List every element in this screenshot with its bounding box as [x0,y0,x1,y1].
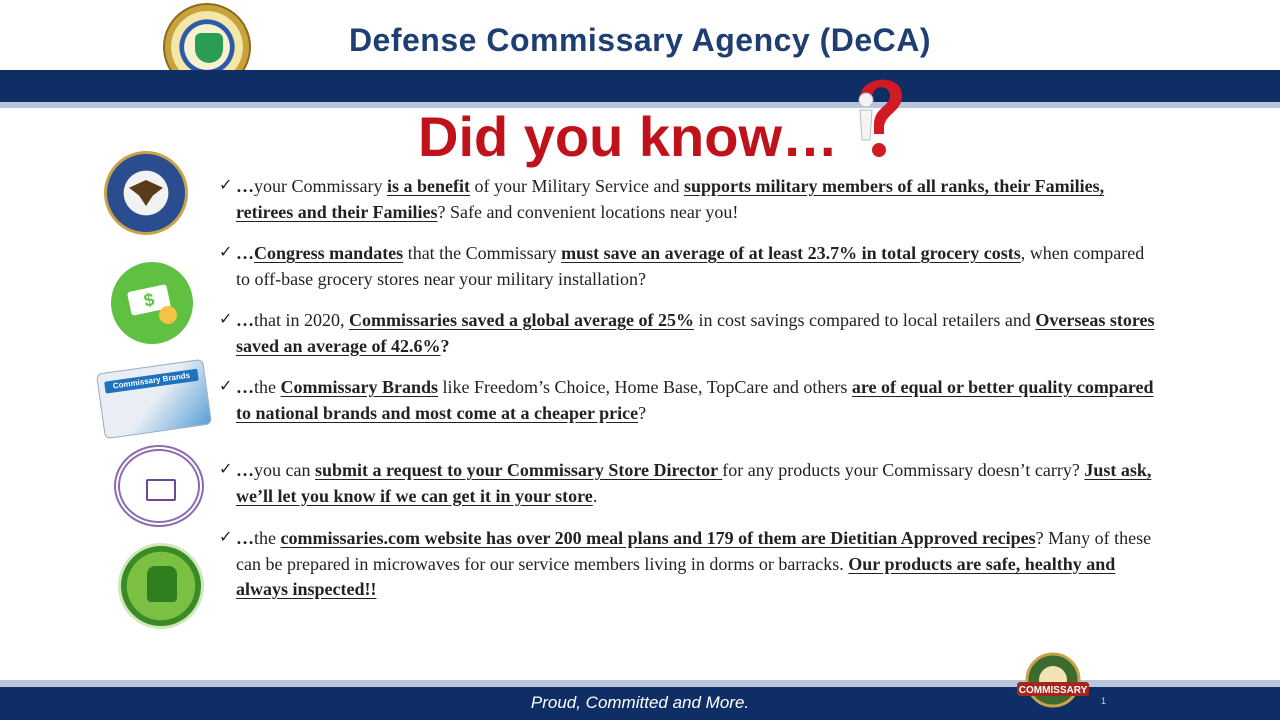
bullet-segment: . [592,485,598,506]
check-icon: ✓ [219,175,233,194]
bullet-segment: … [236,243,254,263]
check-icon: ✓ [219,309,233,328]
bullet-segment: that the Commissary [403,243,562,263]
check-icon: ✓ [219,376,233,395]
bullet-segment: Just ask, we’ll let you know if we can get it in your store [236,460,1152,506]
bullet-segment: for any products your Commissary doesn’t carry? [722,460,1085,480]
bullet-segment: supports military members of all ranks, their Families, retirees and their Families [236,176,1105,222]
bullet-segment: is a benefit [387,176,470,196]
bullet-segment: of your Military Service and [470,176,684,196]
bullet-segment: Overseas stores saved an average of 42.6% [236,310,1155,356]
list-item [219,174,1159,225]
bullet-segment: the [254,528,281,548]
footer-tagline: Proud, Committed and More. [530,693,750,712]
bullet-segment: are of equal or better quality compared to national brands and most come at a cheaper price [236,377,1154,423]
bullet-segment: … [236,310,254,330]
bullet-segment: Commissary Brands [280,377,439,397]
money-savings-icon: $ [111,262,193,344]
bullet-segment: ? Many of these can be prepared in microwaves for our service members living in dorms or barracks. [236,528,1152,574]
bullet-text [236,241,1159,292]
bullet-segment: Congress mandates [254,243,404,263]
bullet-segment: commissaries.com website has over 200 meal plans and 179 of them are Dietitian Approved recipes [280,528,1036,548]
bullet-segment: ? [638,402,647,423]
bullet-text [236,458,1159,509]
bullet-segment: ? [440,335,450,356]
page-number: 1 [1101,696,1107,706]
dietitian-approved-icon [118,543,204,629]
header-title: Defense Commissary Agency (DeCA) [348,22,932,58]
did-you-know-heading: Did you know… [418,105,838,168]
bullet-text [236,375,1159,426]
list-item [219,241,1159,292]
commissary-logo-icon [1015,652,1091,714]
check-icon: ✓ [219,242,233,261]
bullet-segment: Commissaries saved a global average of 25% [349,310,694,330]
bullet-segment: , when compared to off-base grocery stores near your military installation? [236,243,1145,289]
bullet-segment: … [236,377,254,397]
check-icon: ✓ [219,459,233,478]
bullet-segment: must save an average of at least 23.7% in total grocery costs [561,243,1021,263]
check-icon: ✓ [219,527,233,546]
special-orders-icon [114,445,204,527]
bullet-segment: like Freedom’s Choice, Home Base, TopCare and others [438,377,852,397]
bullet-segment: … [236,528,254,548]
bullet-segment: … [236,460,254,480]
bullet-segment: you can [254,460,315,480]
list-item [219,308,1159,359]
bullet-segment: Our products are safe, healthy and always inspected!! [236,553,1116,599]
list-item [219,458,1159,509]
bullet-segment: ? Safe and convenient locations near you! [437,201,739,222]
bullet-text [236,308,1159,359]
bullet-text [236,526,1159,603]
department-of-defense-seal-icon [104,151,188,235]
list-item [219,375,1159,426]
bullet-segment: the [254,377,281,397]
bullet-segment: that in 2020, [254,310,349,330]
bullet-segment: in cost savings compared to local retailers and [693,310,1036,330]
bullet-segment: …your Commissary [236,176,387,196]
header-bar [0,70,1280,102]
commissary-brands-card-icon: Commissary Brands [96,359,212,439]
bullet-segment: submit a request to your Commissary Store Director [314,460,723,480]
commissary-logo-label: COMMISSARY [1018,685,1088,696]
list-item [219,526,1159,603]
question-mark-figure-icon [850,70,910,165]
bullet-text [236,174,1159,225]
